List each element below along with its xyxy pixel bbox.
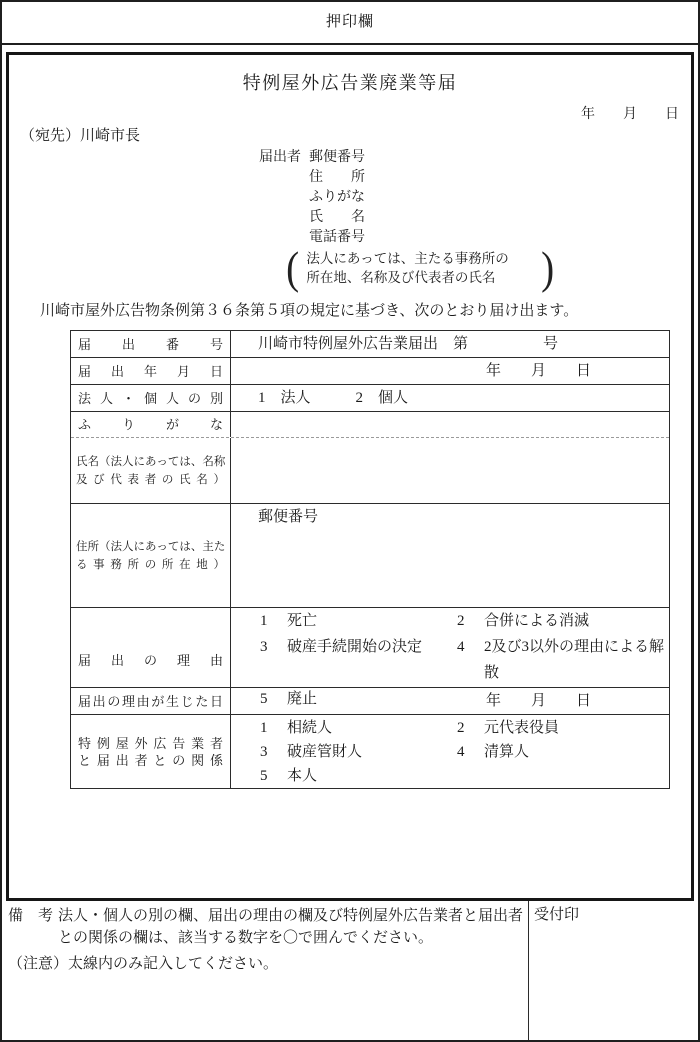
notifier-fields xyxy=(309,148,365,248)
row-entity-type xyxy=(71,385,669,412)
row-reason-date xyxy=(71,688,669,715)
relationship-option-2: 2 元代表役員 xyxy=(457,719,560,736)
form-table xyxy=(70,330,670,789)
notification-date-value-cell: 年 月 日 xyxy=(230,358,669,384)
addressee-line: （宛先）川崎市長 xyxy=(20,128,141,144)
header-date-line: 年 月 日 xyxy=(581,107,679,122)
address-label-cell: 住所（法人にあっては、主た る事務所の所在地） xyxy=(76,540,226,571)
reason-date-value-cell: 年 月 日 xyxy=(230,688,669,714)
reason-option-4: 4 2及び3以外の理由による解散 xyxy=(457,639,665,681)
row-address xyxy=(71,504,669,608)
furigana-value-cell xyxy=(230,412,669,437)
notifier-field-furigana: ふりがな xyxy=(309,190,365,205)
row-relationship xyxy=(71,715,669,788)
relationship-option-1: 1 相続人 xyxy=(260,719,333,736)
notifier-label: 届出者 xyxy=(259,150,301,165)
notifier-field-name: 氏 名 xyxy=(309,210,365,225)
reason-label-cell: 届出の理由 xyxy=(78,652,223,668)
relationship-option-3: 3 破産管財人 xyxy=(260,743,363,760)
seal-box xyxy=(2,2,698,45)
relationship-option-5: 5 本人 xyxy=(260,767,318,784)
row-furigana xyxy=(71,412,669,438)
form-title: 特例屋外広告業廃業等届 xyxy=(242,73,458,93)
bracket-left-icon: ( xyxy=(286,242,300,293)
reason-date-label-cell: 届出の理由が生じた日 xyxy=(78,693,223,709)
relationship-option-4: 4 清算人 xyxy=(457,743,530,760)
entity-type-value-cell: 1 法人 2 個人 xyxy=(230,385,669,411)
remarks-cell xyxy=(2,901,528,1040)
notification-date-label-cell: 届出年月日 xyxy=(78,363,223,379)
reason-option-3: 3 破産手続開始の決定 xyxy=(260,639,423,655)
caution-line: （注意）太線内のみ記入してください。 xyxy=(8,956,279,972)
remark-row xyxy=(8,905,528,949)
row-name xyxy=(71,438,669,504)
corporate-note-text xyxy=(300,249,540,287)
corporate-note-line-1: 法人にあっては、主たる事務所の xyxy=(306,251,509,266)
relationship-value-cell xyxy=(230,715,669,788)
reason-option-5: 5 廃止 xyxy=(260,691,318,707)
name-label-cell: 氏名（法人にあっては、名称 及び代表者の氏名） xyxy=(76,455,226,486)
notifier-field-phone: 電話番号 xyxy=(309,230,365,245)
entity-type-label-cell: 法人・個人の別 xyxy=(78,390,223,406)
remark-label: 備 考 xyxy=(8,908,54,924)
notifier-field-address: 住 所 xyxy=(309,170,365,185)
reception-stamp-label: 受付印 xyxy=(534,907,580,923)
form-main-box xyxy=(6,52,694,901)
reason-option-1: 1 死亡 xyxy=(260,613,318,629)
seal-box-label: 押印欄 xyxy=(325,14,374,30)
reception-stamp-cell xyxy=(528,901,698,1040)
intro-sentence: 川崎市屋外広告物条例第３６条第５項の規定に基づき、次のとおり届け出ます。 xyxy=(40,303,579,319)
corporate-note xyxy=(285,242,691,293)
notification-number-label-cell: 届出番号 xyxy=(78,336,223,352)
name-value-cell xyxy=(230,438,669,503)
relationship-options xyxy=(260,716,669,788)
bracket-right-icon: ) xyxy=(541,242,555,293)
remark-text: 法人・個人の別の欄、届出の理由の欄及び特例屋外広告業者と届出者との関係の欄は、該当する数字を〇で囲んでください。 xyxy=(58,908,524,946)
relationship-label-cell: 特例屋外広告業者 と届出者との関係 xyxy=(78,735,223,768)
notes-section xyxy=(2,901,698,1040)
row-notification-date xyxy=(71,358,669,385)
address-value-cell: 郵便番号 xyxy=(230,504,669,607)
notifier-field-postal-code: 郵便番号 xyxy=(309,150,365,165)
corporate-note-line-2: 所在地、名称及び代表者の氏名 xyxy=(306,270,496,285)
furigana-label-cell: ふりがな xyxy=(78,417,223,432)
notification-number-value-cell: 川崎市特例屋外広告業届出 第 号 xyxy=(230,331,669,357)
reason-option-2: 2 合併による消滅 xyxy=(457,613,590,629)
row-notification-number xyxy=(71,331,669,358)
notifier-block xyxy=(259,148,691,248)
